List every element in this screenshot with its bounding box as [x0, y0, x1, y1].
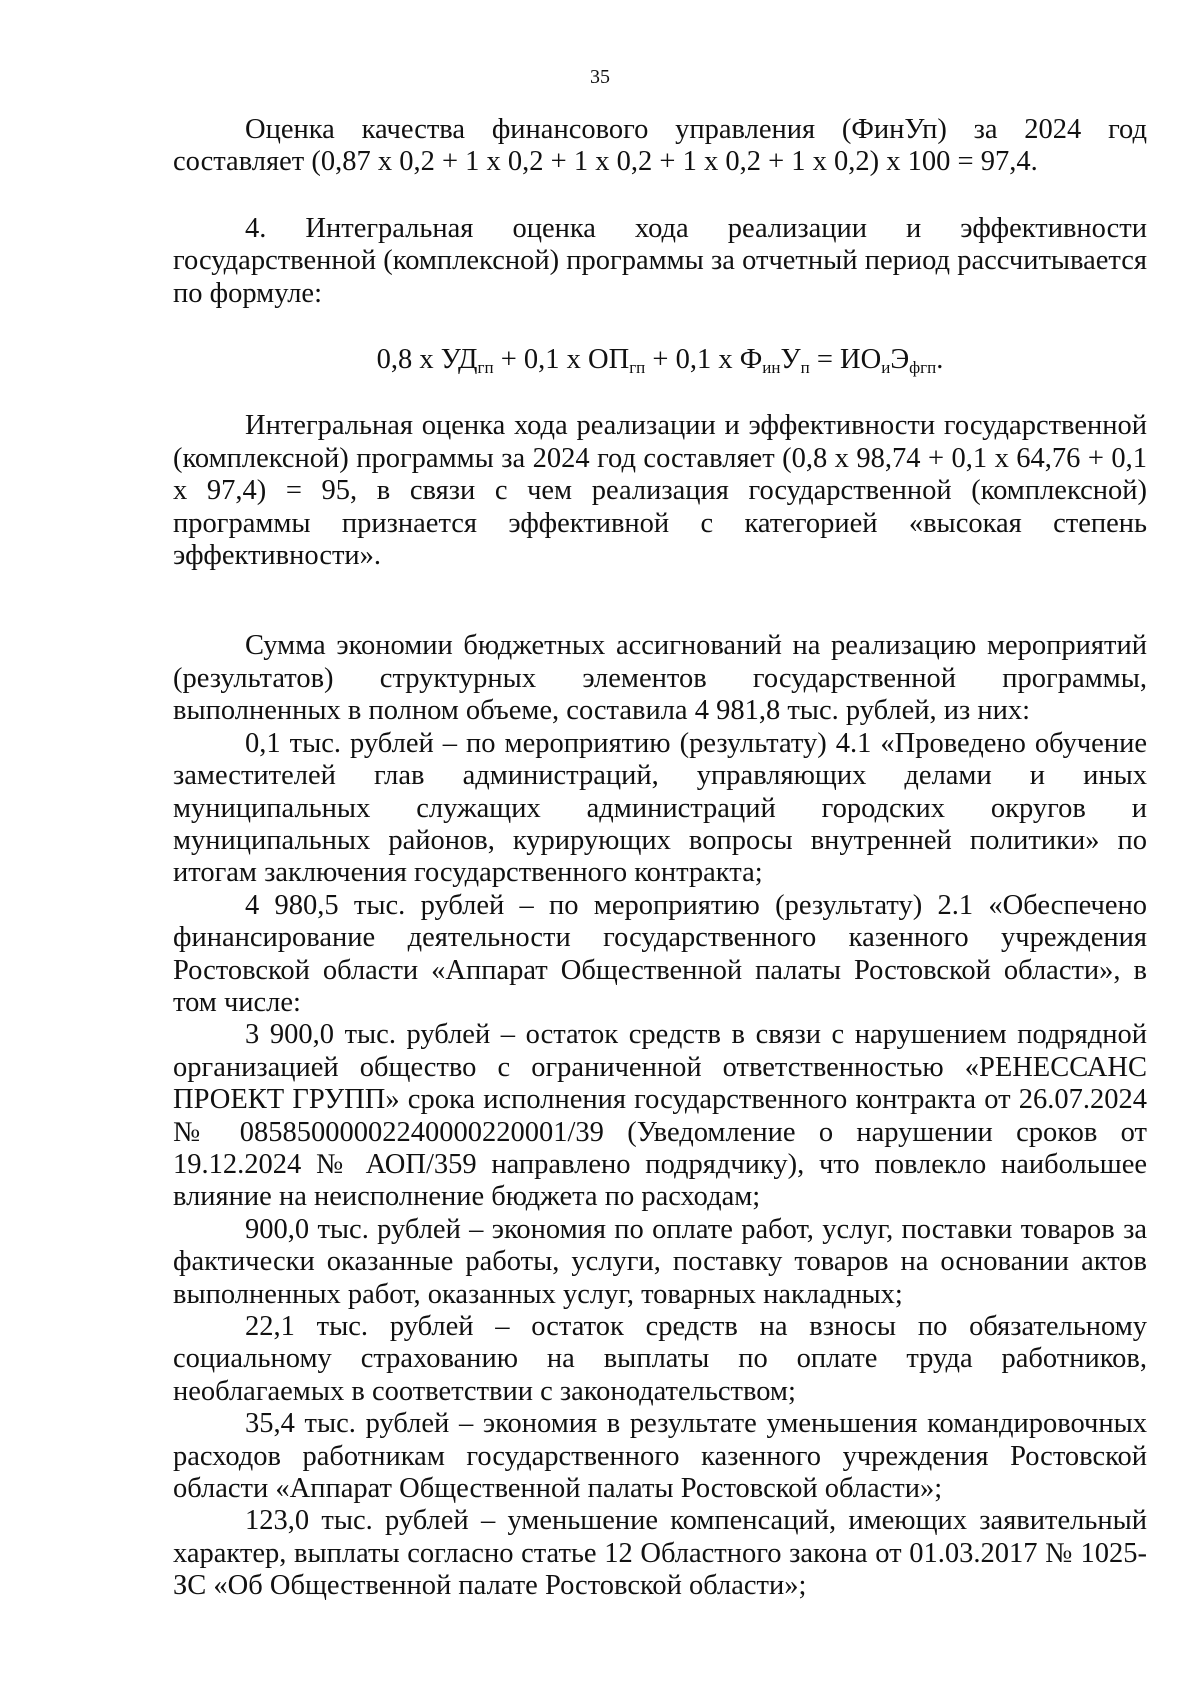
document-body [173, 114, 1147, 1603]
list-item-savings-3900: 3 900,0 тыс. рублей – остаток средств в связи с нарушением подрядной организацией общество с ограниченной ответственностью «РЕНЕССАНС ПРОЕКТ ГРУПП» срока исполнения государственного контракта от 26.07.2024 № 0858500000224000022000​1/39 (Уведомление о нарушении сроков от 19.12.2024 № АОП/359 направлено подрядчику), что повлекло наибольшее влияние на неисполнение бюджета по расходам; [173, 1019, 1147, 1213]
list-item-savings-0-1: 0,1 тыс. рублей – по мероприятию (результату) 4.1 «Проведено обучение заместителей глав администраций, управляющих делами и иных муниципальных служащих администраций городских округов и муниципальных районов, курирующих вопросы внутренней политики» по итогам заключения государственного контракта; [173, 727, 1147, 889]
list-item-savings-4980-5: 4 980,5 тыс. рублей – по мероприятию (результату) 2.1 «Обеспечено финансирование деятельности государственного казенного учреждения Ростовской области «Аппарат Общественной палаты Ростовской области», в том числе: [173, 889, 1147, 1018]
list-item-savings-35-4: 35,4 тыс. рублей – экономия в результате уменьшения командировочных расходов работникам государственного казенного учреждения Ростовской области «Аппарат Общественной палаты Ростовской области»; [173, 1408, 1147, 1505]
paragraph-savings-total: Сумма экономии бюджетных ассигнований на реализацию мероприятий (результатов) структурных элементов государственной программы, выполненных в полном объеме, составила 4 981,8 тыс. рублей, из них: [173, 630, 1147, 727]
paragraph-integral-assessment: Интегральная оценка хода реализации и эффективности государственной (комплексной) программы за 2024 год составляет (0,8 x 98,74 + 0,1 x 64,76 + 0,1 x 97,4) = 95, в связи с чем реализация государственной (комплексной) программы признается эффективной с категорией «высокая степень эффективности». [173, 410, 1147, 572]
list-item-savings-22-1: 22,1 тыс. рублей – остаток средств на взносы по обязательному социальному страхованию на выплаты по оплате труда работников, необлагаемых в соответствии с законодательством; [173, 1311, 1147, 1407]
paragraph-item-4: 4. Интегральная оценка хода реализации и эффективности государственной (комплексной) программы за отчетный период рассчитывается по формуле: [173, 212, 1147, 309]
list-item-savings-123: 123,0 тыс. рублей – уменьшение компенсаций, имеющих заявительный характер, выплаты согласно статье 12 Областного закона от 01.03.2017 № 1025-ЗС «Об Общественной палате Ростовской области»; [173, 1505, 1147, 1602]
integral-formula: 0,8 x $УД_{гп} + 0,1$ x $ОП_{гп} + 0,1$ x $Ф_{ин}У_п = ИО_иЭ_{фгп}$. [376, 344, 944, 378]
list-item-savings-900: 900,0 тыс. рублей – экономия по оплате работ, услуг, поставки товаров за фактически оказанные работы, услуги, поставку товаров на основании актов выполненных работ, оказанных услуг, товарных накладных; [173, 1213, 1147, 1310]
paragraph-financial-management: Оценка качества финансового управления (ФинУп) за 2024 год составляет (0,87 x 0,2 + 1 x 0,2 + 1 x 0,2 + 1 x 0,2 + 1 x 0,2) x 100 = 97,4. [173, 114, 1147, 178]
page-number: 35 [590, 66, 610, 88]
